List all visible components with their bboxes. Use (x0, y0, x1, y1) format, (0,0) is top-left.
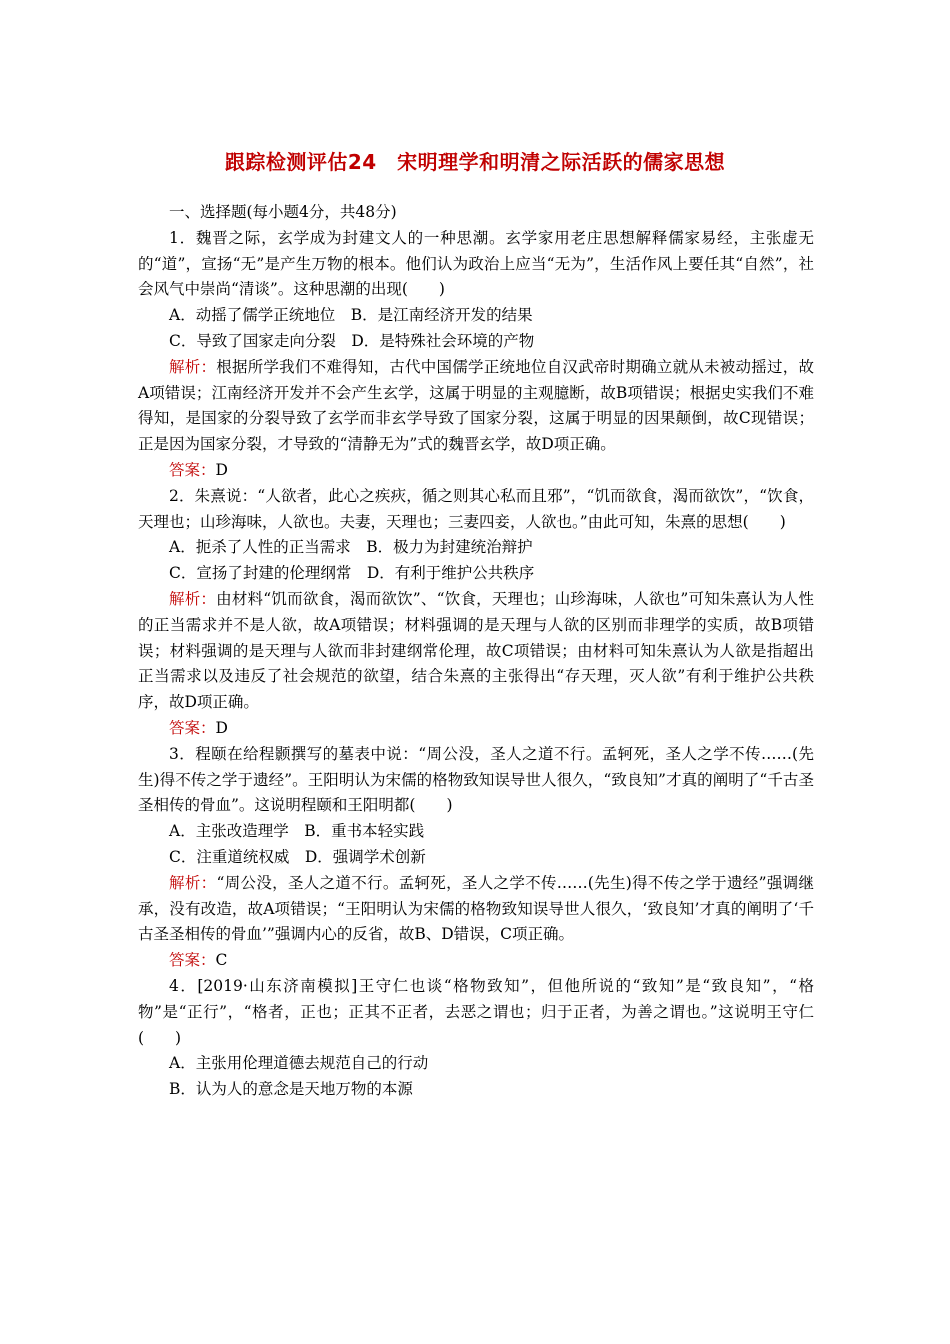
question-4-stem: 4．[2019·山东济南模拟]王守仁也谈“格物致知”，但他所说的“致知”是“致良知”，“格物”是“正行”，“格者，正也；正其不正者，去恶之谓也；归于正者，为善之谓也。”这说明王守仁( ) (138, 976, 814, 1047)
analysis-text: 根据所学我们不难得知，古代中国儒学正统地位自汉武帝时期确立就从未被动摇过，故A项错误；江南经济开发并不会产生玄学，这属于明显的主观臆断，故B项错误；根据史实我们不难得知，是国家的分裂导致了玄学而非玄学导致了国家分裂，这属于明显的因果颠倒，故C现错误；正是因为国家分裂，才导致的“清静无为”式的魏晋玄学，故D项正确。 (138, 357, 814, 454)
question-1-stem: 1．魏晋之际，玄学成为封建文人的一种思潮。玄学家用老庄思想解释儒家易经，主张虚无的“道”，宣扬“无”是产生万物的根本。他们认为政治上应当“无为”，生活作风上要任其“自然”，社会风气中崇尚“清谈”。这种思潮的出现( ) (138, 228, 814, 299)
question-3-stem: 3．程颐在给程颢撰写的墓表中说：“周公没，圣人之道不行。孟轲死，圣人之学不传……(先生)得不传之学于遗经”。王阳明认为宋儒的格物致知误导世人很久，“致良知”才真的阐明了“千古圣圣相传的骨血”。这说明程颐和王阳明都( ) (138, 744, 814, 815)
question-3-analysis (138, 871, 814, 948)
analysis-text: “周公没，圣人之道不行。孟轲死，圣人之学不传……(先生)得不传之学于遗经”强调继承，没有改造，故A项错误；“王阳明认为宋儒的格物致知误导世人很久，‘致良知’才真的阐明了‘千古圣圣相传的骨血’”强调内心的反省，故B、D错误，C项正确。 (138, 873, 814, 944)
analysis-label: 解析： (169, 357, 217, 376)
question-2-answer (138, 716, 814, 742)
question-1-options-ab: A．动摇了儒学正统地位 B．是江南经济开发的结果 (169, 306, 533, 325)
question-4-option-b: B．认为人的意念是天地万物的本源 (169, 1080, 413, 1099)
question-3-options-ab: A．主张改造理学 B．重书本轻实践 (169, 822, 425, 841)
question-2-analysis (138, 587, 814, 716)
question-1-answer (138, 458, 814, 484)
question-2-stem: 2．朱熹说：“人欲者，此心之疾疢，循之则其心私而且邪”，“饥而欲食，渴而欲饮”，“饮食，天理也；山珍海味，人欲也。夫妻，天理也；三妻四妾，人欲也。”由此可知，朱熹的思想( ) (138, 486, 814, 531)
question-4-option-a: A．主张用伦理道德去规范自己的行动 (169, 1054, 429, 1073)
question-2-options-ab: A．扼杀了人性的正当需求 B．极力为封建统治辩护 (169, 538, 533, 557)
analysis-text: 由材料“饥而欲食，渴而欲饮”、“饮食，天理也；山珍海味，人欲也”可知朱熹认为人性的正当需求并不是人欲，故A项错误；材料强调的是天理与人欲的区别而非理学的实质，故B项错误；材料强调的是天理与人欲而非封建纲常伦理，故C项错误；由材料可知朱熹认为人欲是指超出正当需求以及违反了社会规范的欲望，结合朱熹的主张得出“存天理，灭人欲”有利于维护公共秩序，故D项正确。 (138, 589, 814, 712)
answer-label: 答案： (169, 951, 216, 970)
question-3-answer (138, 948, 814, 974)
question-2-options-cd: C．宣扬了封建的伦理纲常 D．有利于维护公共秩序 (169, 564, 535, 583)
question-3-options-cd: C．注重道统权威 D．强调学术创新 (169, 847, 426, 866)
question-1-analysis (138, 355, 814, 458)
page-title: 跟踪检测评估24 宋明理学和明清之际活跃的儒家思想 (224, 150, 726, 174)
analysis-label: 解析： (169, 589, 217, 608)
document-body (138, 200, 814, 1103)
answer-value: D (215, 718, 228, 737)
analysis-label: 解析： (169, 873, 217, 892)
question-1-options-cd: C．导致了国家走向分裂 D．是特殊社会环境的产物 (169, 331, 535, 350)
answer-label: 答案： (169, 460, 216, 479)
section-heading: 一、选择题(每小题4分，共48分) (169, 203, 397, 221)
answer-value: D (215, 460, 228, 479)
answer-label: 答案： (169, 718, 216, 737)
answer-value: C (215, 951, 228, 970)
